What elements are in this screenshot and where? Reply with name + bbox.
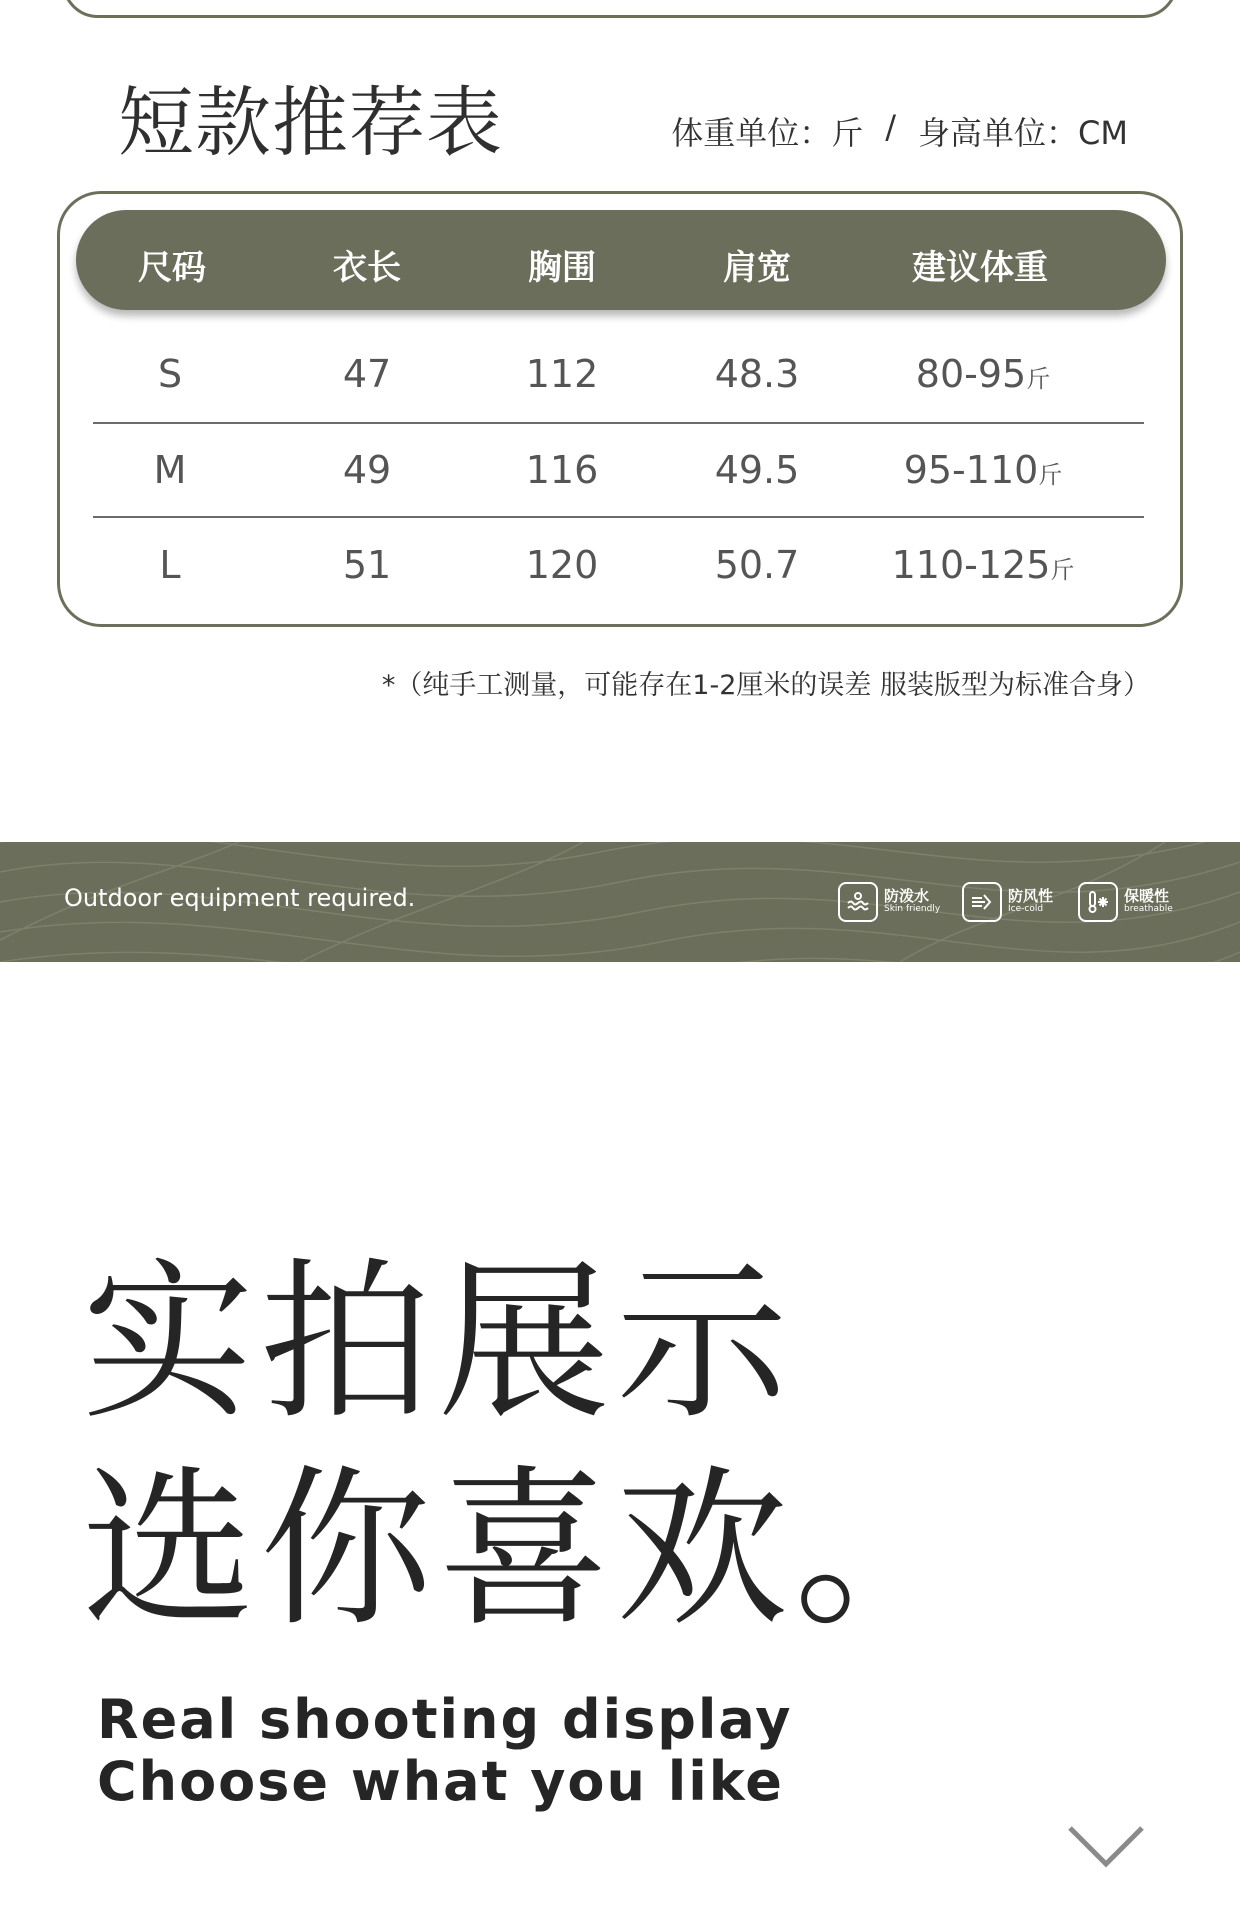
cell-length: 51 [342, 543, 392, 587]
header-weight: 建议体重 [912, 248, 1048, 288]
previous-section-frame [62, 0, 1178, 18]
feature-label: 防泼水 [884, 887, 930, 906]
cell-weight: 95-110斤 [903, 448, 1063, 492]
row-divider [93, 422, 1144, 424]
section-title: 短款推荐表 [118, 78, 503, 167]
cell-shoulder: 48.3 [714, 352, 800, 396]
water-wave-icon [838, 882, 878, 922]
header-chest: 胸围 [528, 248, 596, 288]
header-size: 尺码 [138, 248, 206, 288]
chevron-down-icon[interactable] [1066, 1822, 1146, 1872]
cell-chest: 120 [525, 543, 599, 587]
cell-chest: 116 [525, 448, 599, 492]
feature-label: 防风性 [1008, 887, 1054, 906]
wind-icon [962, 882, 1002, 922]
measurement-note: *（纯手工测量，可能存在1-2厘米的误差 服装版型为标准合身） [381, 670, 1150, 701]
feature-water-repellent [838, 874, 940, 930]
feature-sublabel: breathable [1124, 904, 1173, 915]
row-divider [93, 516, 1144, 518]
header-shoulder: 肩宽 [723, 248, 791, 288]
thermometer-snowflake-icon [1078, 882, 1118, 922]
unit-divider: / [885, 108, 897, 146]
banner-slogan: Outdoor equipment required. [64, 884, 416, 912]
cell-weight: 110-125斤 [891, 543, 1075, 587]
cell-chest: 112 [525, 352, 599, 396]
feature-sublabel: Skin friendly [884, 904, 941, 915]
weight-unit: 斤 [1026, 365, 1051, 393]
showcase-heading-line1: 实拍展示 [82, 1242, 794, 1443]
cell-weight: 80-95斤 [915, 352, 1051, 396]
weight-unit: 斤 [1050, 556, 1075, 584]
height-unit-label: 身高单位：CM [918, 114, 1128, 152]
header-length: 衣长 [333, 248, 401, 288]
feature-warmth [1078, 874, 1173, 930]
feature-windproof [962, 874, 1053, 930]
cell-size: S [157, 352, 183, 396]
cell-shoulder: 50.7 [714, 543, 800, 587]
showcase-subtitle-line1: Real shooting display [97, 1688, 793, 1751]
cell-shoulder: 49.5 [714, 448, 800, 492]
cell-length: 49 [342, 448, 392, 492]
cell-size: M [153, 448, 187, 492]
weight-unit-label: 体重单位：斤 [671, 114, 864, 152]
unit-legend [671, 108, 1128, 154]
feature-label: 保暖性 [1124, 887, 1170, 906]
weight-unit: 斤 [1038, 461, 1063, 489]
feature-sublabel: Ice-cold [1008, 904, 1044, 915]
showcase-subtitle-line2: Choose what you like [97, 1750, 784, 1813]
outdoor-banner [0, 842, 1240, 962]
showcase-heading-line2: 选你喜欢。 [82, 1449, 972, 1650]
cell-length: 47 [342, 352, 392, 396]
cell-size: L [159, 543, 181, 587]
